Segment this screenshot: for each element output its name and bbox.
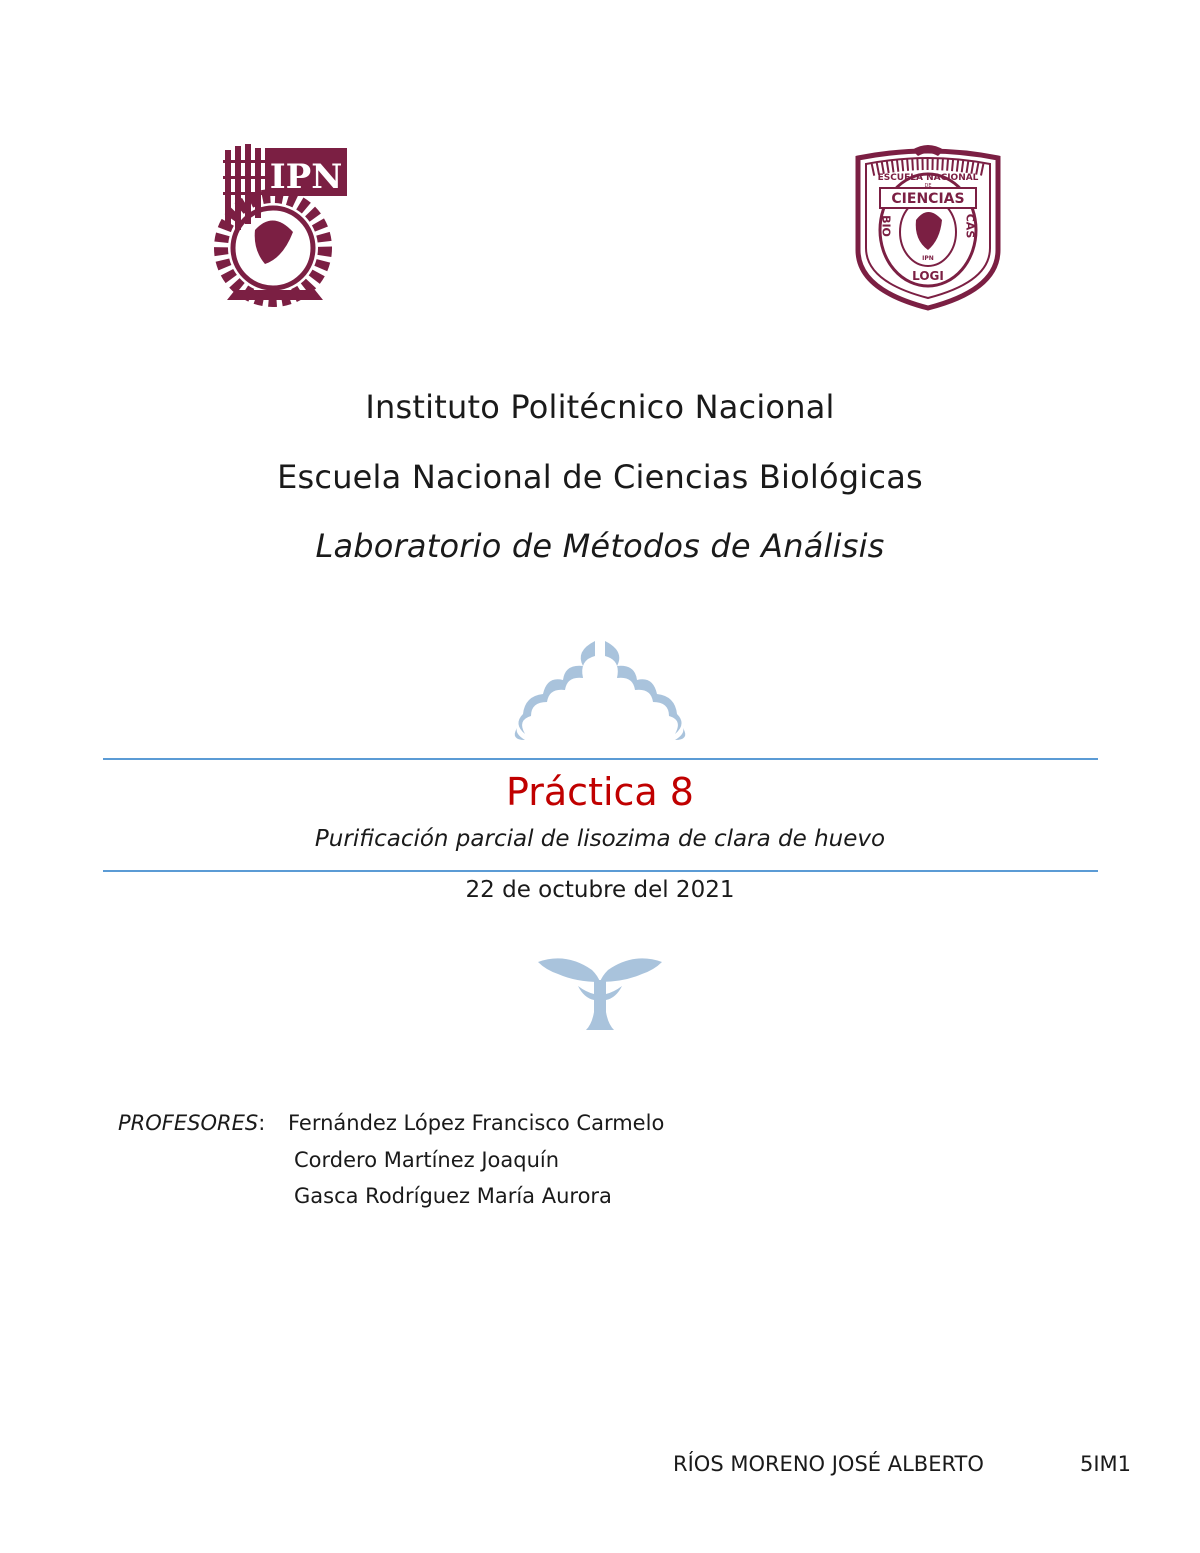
professor-name-3: Gasca Rodríguez María Aurora bbox=[294, 1184, 612, 1208]
practice-subtitle: Purificación parcial de lisozima de clara de huevo bbox=[314, 826, 886, 852]
professors-label-colon: : bbox=[258, 1111, 266, 1135]
student-name: RÍOS MORENO JOSÉ ALBERTO bbox=[673, 1452, 984, 1476]
seal-text-ipn: IPN bbox=[922, 255, 934, 262]
school-name: Escuela Nacional de Ciencias Biológicas bbox=[277, 458, 923, 496]
institution-name: Instituto Politécnico Nacional bbox=[365, 388, 835, 426]
seal-text-small: DE bbox=[924, 183, 932, 189]
divider-top bbox=[103, 758, 1098, 760]
professor-name-2: Cordero Martínez Joaquín bbox=[294, 1148, 560, 1172]
seal-text-center: CIENCIAS bbox=[891, 191, 965, 207]
laboratory-name: Laboratorio de Métodos de Análisis bbox=[315, 527, 885, 565]
seal-text-right: CAS bbox=[963, 213, 977, 239]
encb-seal-icon bbox=[852, 140, 1004, 312]
flourish-ornament-icon bbox=[505, 636, 695, 741]
practice-date: 22 de octubre del 2021 bbox=[465, 877, 735, 903]
seal-text-left: BIO bbox=[879, 215, 893, 237]
ipn-logo-icon bbox=[205, 140, 355, 310]
professors-label-text: PROFESORES bbox=[118, 1111, 259, 1135]
divider-bottom bbox=[103, 870, 1098, 872]
practice-title: Práctica 8 bbox=[506, 770, 694, 814]
student-group: 5IM1 bbox=[1080, 1452, 1132, 1476]
ipn-logo-text: IPN bbox=[269, 157, 343, 197]
seal-text-bottom: LOGI bbox=[912, 269, 944, 283]
seal-text-top: ESCUELA NACIONAL bbox=[877, 173, 979, 183]
leaf-ornament-icon bbox=[536, 952, 664, 1034]
professor-name-1: Fernández López Francisco Carmelo bbox=[288, 1111, 665, 1135]
professors-label bbox=[118, 1111, 265, 1135]
